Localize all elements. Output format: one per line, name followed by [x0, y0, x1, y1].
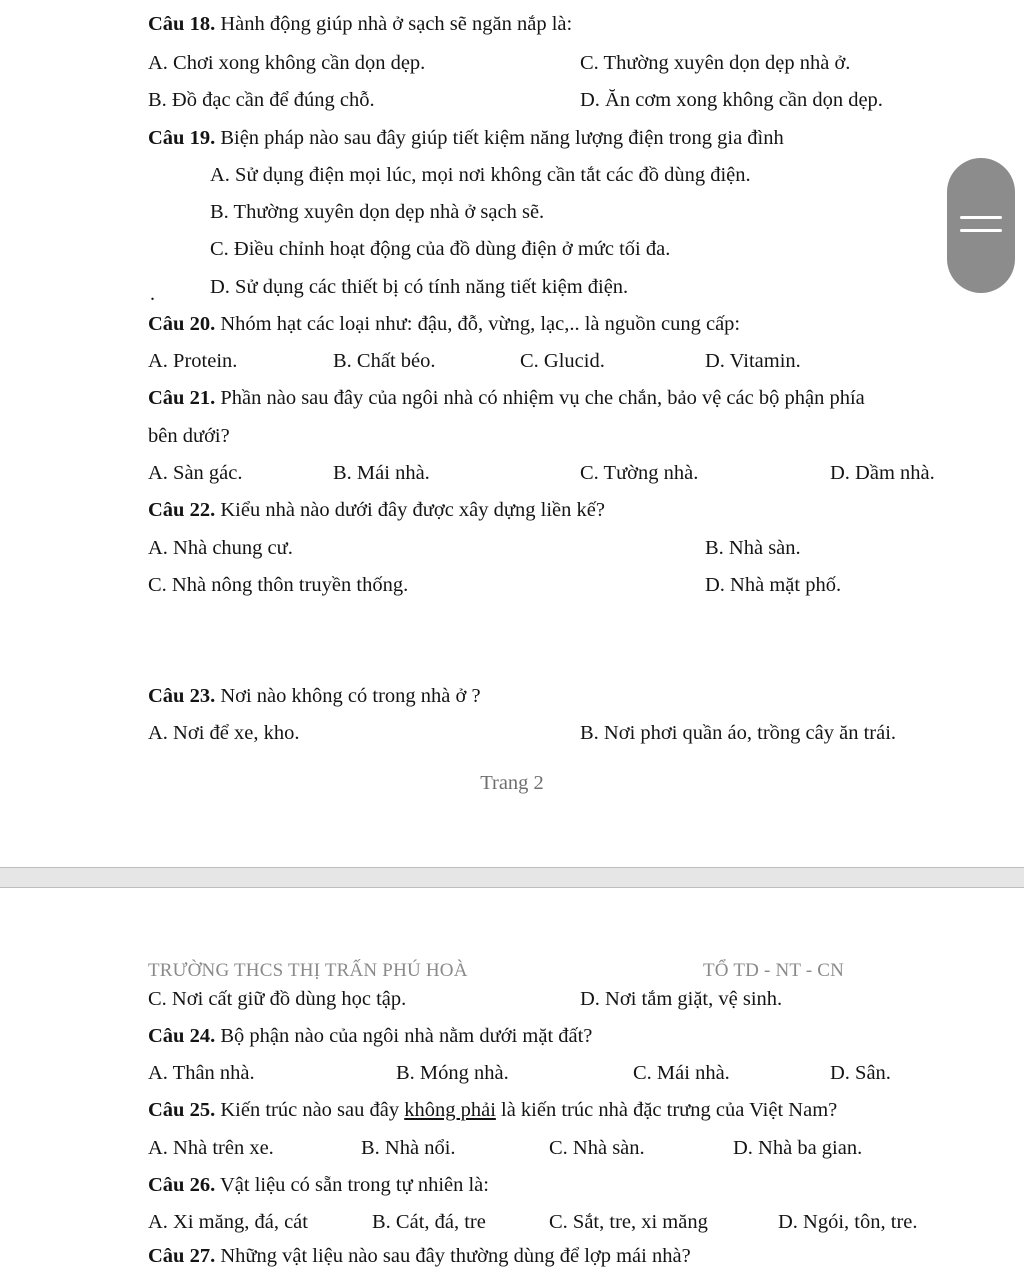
answer-option-c: C. Mái nhà.	[633, 1062, 730, 1084]
answer-option-a: A. Sử dụng điện mọi lúc, mọi nơi không cần tắt các đồ dùng điện.	[210, 164, 751, 186]
question-number: Câu 20.	[148, 313, 216, 335]
stray-dot: .	[150, 283, 155, 305]
question-text: Bộ phận nào của ngôi nhà nằm dưới mặt đất?	[215, 1025, 593, 1047]
question-number: Câu 18.	[148, 13, 216, 35]
question-21-continuation: bên dưới?	[148, 425, 230, 447]
question-number: Câu 25.	[148, 1099, 216, 1121]
answer-option-d: D. Dầm nhà.	[830, 462, 935, 484]
question-text: Vật liệu có sẵn trong tự nhiên là:	[215, 1174, 489, 1196]
answer-option-c: C. Nơi cất giữ đồ dùng học tập.	[148, 988, 407, 1010]
question-number: Câu 27.	[148, 1245, 216, 1267]
question-text: Nơi nào không có trong nhà ở ?	[215, 685, 481, 707]
question-text: Hành động giúp nhà ở sạch sẽ ngăn nắp là:	[215, 13, 573, 35]
question-number: Câu 23.	[148, 685, 216, 707]
scroll-handle[interactable]	[947, 158, 1015, 293]
answer-option-d: D. Nơi tắm giặt, vệ sinh.	[580, 988, 783, 1010]
question-number: Câu 19.	[148, 127, 216, 149]
answer-option-b: B. Đồ đạc cần để đúng chỗ.	[148, 89, 375, 111]
answer-option-a: A. Protein.	[148, 350, 238, 372]
question-text-emphasis: không phải	[404, 1099, 496, 1121]
answer-option-d: D. Vitamin.	[705, 350, 801, 372]
question-26	[148, 1173, 489, 1197]
grip-line-icon	[960, 229, 1002, 232]
question-text: Những vật liệu nào sau đây thường dùng để lợp mái nhà?	[215, 1245, 691, 1267]
answer-option-d: D. Ngói, tôn, tre.	[778, 1211, 918, 1233]
department-header: TỔ TD - NT - CN	[703, 960, 845, 981]
answer-option-a: A. Xi măng, đá, cát	[148, 1211, 308, 1233]
answer-option-c: C. Thường xuyên dọn dẹp nhà ở.	[580, 52, 851, 74]
answer-option-d: D. Sân.	[830, 1062, 891, 1084]
grip-line-icon	[960, 216, 1002, 219]
question-27	[148, 1244, 691, 1268]
answer-option-b: B. Cát, đá, tre	[372, 1211, 486, 1233]
page-number: Trang 2	[480, 772, 544, 794]
answer-option-a: A. Nơi để xe, kho.	[148, 722, 300, 744]
answer-option-c: C. Tường nhà.	[580, 462, 699, 484]
question-21	[148, 386, 865, 410]
answer-option-a: A. Sàn gác.	[148, 462, 243, 484]
question-number: Câu 22.	[148, 499, 216, 521]
question-19	[148, 126, 784, 150]
question-text: là kiến trúc nhà đặc trưng của Việt Nam?	[495, 1099, 838, 1121]
answer-option-a: A. Nhà trên xe.	[148, 1137, 274, 1159]
question-number: Câu 24.	[148, 1025, 216, 1047]
answer-option-c: C. Nhà sàn.	[549, 1137, 645, 1159]
question-text: Nhóm hạt các loại như: đậu, đỗ, vừng, lạc,.. là nguồn cung cấp:	[215, 313, 741, 335]
question-number: Câu 26.	[148, 1174, 216, 1196]
answer-option-b: B. Nơi phơi quần áo, trồng cây ăn trái.	[580, 722, 897, 744]
question-20	[148, 312, 740, 336]
answer-option-c: C. Điều chỉnh hoạt động của đồ dùng điện ở mức tối đa.	[210, 238, 671, 260]
question-24	[148, 1024, 592, 1048]
answer-option-c: C. Nhà nông thôn truyền thống.	[148, 574, 409, 596]
answer-option-c: C. Glucid.	[520, 350, 605, 372]
answer-option-a: A. Nhà chung cư.	[148, 537, 293, 559]
answer-option-b: B. Thường xuyên dọn dẹp nhà ở sạch sẽ.	[210, 201, 545, 223]
answer-option-d: D. Nhà mặt phố.	[705, 574, 842, 596]
answer-option-d: D. Sử dụng các thiết bị có tính năng tiết kiệm điện.	[210, 276, 629, 298]
question-text: Phần nào sau đây của ngôi nhà có nhiệm vụ che chắn, bảo vệ các bộ phận phía	[215, 387, 865, 409]
answer-option-b: B. Nhà sàn.	[705, 537, 801, 559]
answer-option-a: A. Thân nhà.	[148, 1062, 255, 1084]
answer-option-d: D. Nhà ba gian.	[733, 1137, 863, 1159]
question-18	[148, 12, 572, 36]
answer-option-b: B. Chất béo.	[333, 350, 436, 372]
question-text: Kiểu nhà nào dưới đây được xây dựng liền kế?	[215, 499, 605, 521]
question-number: Câu 21.	[148, 387, 216, 409]
question-22	[148, 498, 605, 522]
answer-option-b: B. Móng nhà.	[396, 1062, 509, 1084]
answer-option-b: B. Nhà nổi.	[361, 1137, 456, 1159]
question-25	[148, 1098, 837, 1122]
question-text: Biện pháp nào sau đây giúp tiết kiệm năng lượng điện trong gia đình	[215, 127, 784, 149]
answer-option-c: C. Sắt, tre, xi măng	[549, 1211, 708, 1233]
answer-option-b: B. Mái nhà.	[333, 462, 430, 484]
school-header: TRƯỜNG THCS THỊ TRẤN PHÚ HOÀ	[148, 960, 468, 981]
question-23	[148, 684, 481, 708]
answer-option-a: A. Chơi xong không cần dọn dẹp.	[148, 52, 426, 74]
answer-option-d: D. Ăn cơm xong không cần dọn dẹp.	[580, 89, 883, 111]
question-text: Kiến trúc nào sau đây	[215, 1099, 405, 1121]
